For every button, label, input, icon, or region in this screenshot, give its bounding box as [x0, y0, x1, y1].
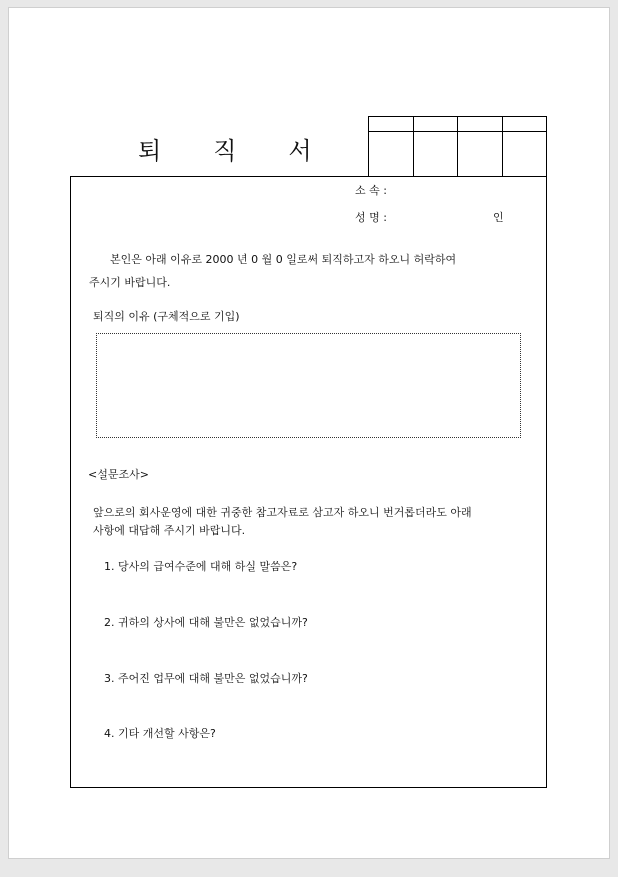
approval-sign-cell[interactable]: [502, 132, 547, 177]
survey-question-4: 4. 기타 개선할 사항은?: [104, 727, 216, 740]
reason-label: 퇴직의 이유 (구체적으로 기입): [93, 310, 240, 323]
approval-table: [368, 116, 547, 177]
approval-sign-cell[interactable]: [458, 132, 503, 177]
approval-header-cell: [458, 117, 503, 132]
seal-mark: 인: [493, 211, 504, 224]
approval-sign-cell[interactable]: [369, 132, 414, 177]
name-label: 성 명 :: [355, 211, 387, 224]
approval-sign-cell[interactable]: [413, 132, 458, 177]
survey-intro-line-1: 앞으로의 회사운영에 대한 귀중한 참고자료로 삼고자 하오니 번거롭더라도 아래: [93, 506, 472, 519]
intro-line-1: 본인은 아래 이유로 2000 년 0 월 0 일로써 퇴직하고자 하오니 허락하여: [110, 253, 457, 266]
form-body-border: [70, 176, 547, 788]
approval-header-cell: [502, 117, 547, 132]
survey-question-1: 1. 당사의 급여수준에 대해 하실 말씀은?: [104, 560, 298, 573]
approval-header-cell: [369, 117, 414, 132]
title-char-1: 퇴: [138, 137, 162, 165]
dept-label: 소 속 :: [355, 184, 387, 197]
survey-question-3: 3. 주어진 업무에 대해 불만은 없었습니까?: [104, 672, 308, 685]
survey-intro-line-2: 사항에 대답해 주시기 바랍니다.: [93, 524, 246, 537]
survey-header: <설문조사>: [88, 468, 149, 481]
reason-input-box[interactable]: [96, 333, 521, 438]
intro-line-2: 주시기 바랍니다.: [89, 276, 171, 289]
title-char-3: 서: [288, 137, 312, 165]
document-title: [138, 131, 312, 166]
survey-question-2: 2. 귀하의 상사에 대해 불만은 없었습니까?: [104, 616, 308, 629]
approval-header-cell: [413, 117, 458, 132]
title-char-2: 직: [213, 137, 237, 165]
